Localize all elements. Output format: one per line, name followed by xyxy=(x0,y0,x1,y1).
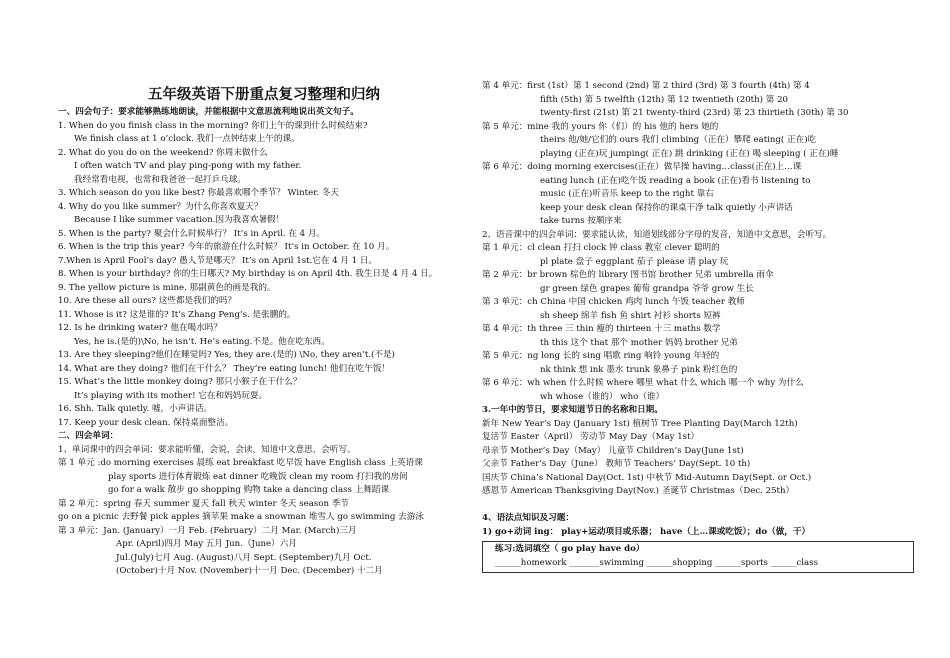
left-text-line: 9. The yellow picture is mine. 那副黄色的画是我的。 xyxy=(58,282,276,293)
left-text-line: 4. Why do you like summer？为什么你喜欢夏天？ xyxy=(58,201,263,212)
left-text-line: 二、四会单词： xyxy=(58,431,119,441)
left-text-line: I often watch TV and play ping-pong with my father. xyxy=(74,161,302,171)
left-text-line: 11. Whose is it? 这是谁的? It’s Zhang Peng’s. 是张鹏的。 xyxy=(58,309,296,320)
right-text-line: theirs 他/她/它们的 ours 我们 climbing（正在）攀爬 eating( 正在)吃 xyxy=(540,135,817,145)
left-text-line: Yes, he is.(是的)\No, he isn’t. He’s eating.不是。他在吃东西。 xyxy=(74,336,330,347)
left-text-line: 7.When is April Fool’s day? 愚人节是哪天？ It’s on April 1st.它在 4 月 1 日。 xyxy=(58,255,378,266)
left-text-line: (October)十月 Nov. (November)十一月 Dec. (December) 十二月 xyxy=(116,566,383,576)
left-text-line: 1. When do you finish class in the morning? 你们上午的课到什么时候结束? xyxy=(58,120,368,131)
right-text-line: 第 5 单元：ng long 长的 sing 唱歌 ring 响铃 young 年轻的 xyxy=(482,351,720,361)
right-text-line: gr green 绿色 grapes 葡萄 grandpa 爷爷 grow 生长 xyxy=(540,283,754,294)
right-text-line: 国庆节 China’s National Day(Oct. 1st) 中秋节 Mid-Autumn Day(Sept. or Oct.) xyxy=(482,472,812,483)
left-text-line: 一、四会句子：要求能够熟练地朗读，并能根据中文意思流利地说出英文句子。 xyxy=(58,107,359,117)
right-text-line: 第 2 单元：br brown 棕色的 library 图书馆 brother 兄弟 umbrella 雨伞 xyxy=(482,270,774,280)
right-text-line: twenty-first (21st) 第 21 twenty-third (23rd) 第 23 thirtieth (30th) 第 30 xyxy=(540,108,849,118)
left-text-line: play sports 进行体育锻炼 eat dinner 吃晚饭 clean my room 打扫我的房间 xyxy=(108,471,408,482)
exercise-heading: 练习:选词填空（ go play have do） xyxy=(495,544,645,554)
right-text-line: 1) go+动词 ing： play+运动项目或乐器； have（上…课或吃饭）；do（做，干） xyxy=(482,526,811,537)
right-text-line: 4、语法点知识及习题： xyxy=(482,513,574,523)
left-text-line: Apr. (April)四月 May 五月 Jun.（June）六月 xyxy=(116,539,297,549)
left-text-line: 我经常看电视，也常和我爸爸一起打乒乓球。 xyxy=(74,174,246,185)
right-text-line: 2、语音课中的四会单词：要求能认读，知道划线部分字母的发音，知道中文意思，会听写。 xyxy=(482,229,832,240)
right-text-line xyxy=(482,499,922,513)
left-text-line: It’s playing with its mother! 它在和妈妈玩耍。 xyxy=(74,390,268,401)
right-text-line: eating lunch (正在)吃午饭 reading a book (正在)看书 listening to xyxy=(540,175,811,186)
left-text-line: 13. Are they sleeping?他们在睡觉吗? Yes, they are.(是的) \No, they aren’t.(不是) xyxy=(58,350,395,360)
left-text-line: 1、单词课中的四会单词：要求能听懂，会说，会读，知道中文意思，会听写。 xyxy=(58,444,356,455)
exercise-box xyxy=(482,541,914,573)
left-text-line: 第 2 单元：spring 春天 summer 夏天 fall 秋天 winter 冬天 season 季节 xyxy=(58,498,349,509)
left-text-line: 第 1 单元 :do morning exercises 晨练 eat breakfast 吃早饭 have English class 上英语课 xyxy=(58,458,423,468)
right-text-line: 3.一年中的节日，要求知道节日的名称和日期。 xyxy=(482,405,663,415)
right-text-line: 感恩节 American Thanksgiving Day(Nov.) 圣诞节 Christmas（Dec. 25th） xyxy=(482,486,795,496)
right-text-line: 第 4 单元：th three 三 thin 瘦的 thirteen 十三 maths 数学 xyxy=(482,324,721,334)
right-text-line: keep your desk clean 保持你的课桌干净 talk quietly 小声讲话 xyxy=(540,202,793,213)
left-text-line: 10. Are these all ours? 这些都是我们的吗？ xyxy=(58,296,237,306)
right-text-line: 第 3 单元：ch China 中国 chicken 鸡肉 lunch 午饭 teacher 教师 xyxy=(482,297,745,307)
left-text-line: 2. What do you do on the weekend? 你周末做什么 xyxy=(58,147,268,158)
left-column xyxy=(58,0,470,579)
left-text-line: We finish class at 1 o’clock. 我们一点钟结束上午的课。 xyxy=(74,134,300,144)
right-text-line: 第 5 单元：mine 我的 yours 你（们）的 his 他的 hers 她的 xyxy=(482,121,719,132)
left-text-line: 16. Shh. Talk quietly. 嘘，小声讲话。 xyxy=(58,404,213,414)
left-text-line: 第 3 单元：Jan. (January）一月 Feb. (February）二月 Mar. (March)三月 xyxy=(58,525,357,536)
left-text-line: 12. Is he drinking water? 他在喝水吗？ xyxy=(58,323,222,333)
right-lines xyxy=(482,80,922,539)
right-text-line: 第 6 单元：doing morning exercises(正在）做早操 having…class(正在)上…课 xyxy=(482,162,802,172)
left-text-line: 5. When is the party? 聚会什么时候举行？ It’s in April. 在 4 月。 xyxy=(58,228,326,239)
left-text-line: Jul.(July)七月 Aug. (August)八月 Sept. (September)九月 Oct. xyxy=(116,552,372,563)
right-text-line: take turns 按顺序来 xyxy=(540,216,622,226)
left-text-line: go on a picnic 去野餐 pick apples 摘苹果 make a snowman 堆雪人 go swimming 去游泳 xyxy=(58,512,424,522)
left-text-line: 3. Which season do you like best? 你最喜欢哪个季节？ Winter. 冬天 xyxy=(58,188,340,198)
left-text-line: 15. What’s the little monkey doing? 那只小猴子在干什么？ xyxy=(58,377,302,387)
left-text-line: 8. When is your birthday? 你的生日哪天? My birthday is on April 4th. 我生日是 4 月 4 日。 xyxy=(58,269,438,279)
right-text-line: wh whose（谁的） who（谁） xyxy=(540,391,665,402)
left-text-line: 6. When is the trip this year? 今年的旅游在什么时候？ It’s in October. 在 10 月。 xyxy=(58,242,395,252)
right-text-line: music (正在)听音乐 keep to the right 靠右 xyxy=(540,189,714,199)
exercise-blanks: ______homework _______swimming ______shopping ______sports ______class xyxy=(495,557,818,568)
right-text-line: th this 这个 that 那个 mother 妈妈 brother 兄弟 xyxy=(540,337,738,348)
right-text-line: 第 6 单元：wh when 什么时候 where 哪里 what 什么 which 哪一个 why 为什么 xyxy=(482,378,804,388)
right-text-line: playing (正在)玩 jumping( 正在) 跳 drinking (正在) 喝 sleeping ( 正在)睡 xyxy=(540,148,839,159)
left-text-line: Because I like summer vacation.因为我喜欢暑假！ xyxy=(74,215,285,225)
right-text-line: 父亲节 Father’s Day（June） 教师节 Teachers’ Day(Sept. 10 th) xyxy=(482,459,751,469)
right-text-line: 母亲节 Mother’s Day（May） 儿童节 Children’s Day(June 1st) xyxy=(482,445,744,456)
page-title: 五年级英语下册重点复习整理和归纳 xyxy=(148,87,380,103)
right-text-line: 复活节 Easter（April） 劳动节 May Day（May 1st） xyxy=(482,432,700,442)
left-text-line: go for a walk 散步 go shopping 购物 take a dancing class 上舞蹈课 xyxy=(108,485,390,495)
right-text-line: 第 1 单元：cl clean 打扫 clock 钟 class 教室 clever 聪明的 xyxy=(482,243,720,253)
right-text-line: fifth (5th) 第 5 twelfth (12th) 第 12 twentieth (20th) 第 20 xyxy=(540,94,789,105)
right-text-line: pl plate 盘子 eggplant 茄子 please 请 play 玩 xyxy=(540,256,729,267)
right-text-line: 第 4 单元：first (1st）第 1 second (2nd) 第 2 third (3rd) 第 3 fourth (4th) 第 4 xyxy=(482,81,810,91)
right-text-line: 新年 New Year’s Day (January 1st) 植树节 Tree Planting Day(March 12th) xyxy=(482,418,798,429)
left-text-line: 17. Keep your desk clean. 保持桌面整洁。 xyxy=(58,417,234,428)
left-text-line: 14. What are they doing? 他们在干什么？ They’re eating lunch! 他们在吃午饭！ xyxy=(58,363,391,374)
right-column xyxy=(482,0,922,573)
left-lines xyxy=(58,106,470,579)
right-text-line: nk think 想 ink 墨水 trunk 象鼻子 pink 粉红色的 xyxy=(540,364,738,375)
right-text-line: sh sheep 绵羊 fish 鱼 shirt 衬衫 shorts 短裤 xyxy=(540,310,721,321)
